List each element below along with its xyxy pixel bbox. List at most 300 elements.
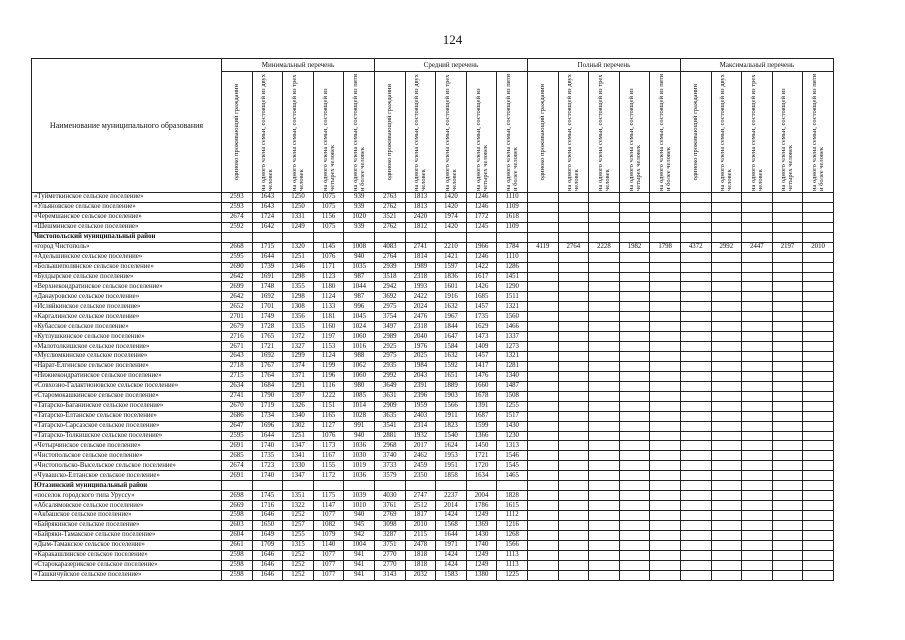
value-cell	[527, 411, 558, 421]
value-cell	[742, 431, 773, 441]
value-cell: 1426	[466, 282, 497, 292]
value-cell: 1818	[405, 550, 436, 560]
subcolumn-header: одиноко проживающий гражданин	[527, 72, 558, 193]
value-cell: 2762	[374, 202, 405, 212]
value-cell: 1687	[466, 411, 497, 421]
value-cell: 4083	[374, 242, 405, 252]
value-cell	[803, 381, 834, 391]
value-cell	[650, 322, 681, 332]
value-cell	[619, 282, 650, 292]
settlement-name: «Совхозно-Галактионовское сельское поселение»	[32, 381, 222, 391]
value-cell: 2762	[374, 222, 405, 232]
value-cell	[803, 491, 834, 501]
value-cell: 1127	[313, 421, 344, 431]
value-cell: 1341	[283, 451, 314, 461]
value-cell	[711, 441, 742, 451]
value-cell: 1330	[283, 461, 314, 471]
value-cell	[619, 222, 650, 232]
value-cell: 1028	[344, 411, 375, 421]
table-row	[32, 401, 834, 411]
value-cell: 1181	[313, 312, 344, 322]
value-cell: 1249	[283, 222, 314, 232]
value-cell: 1016	[344, 342, 375, 352]
value-cell	[650, 232, 681, 242]
value-cell: 1601	[436, 282, 467, 292]
value-cell	[772, 441, 803, 451]
value-cell	[589, 322, 620, 332]
value-cell: 1767	[252, 361, 283, 371]
settlement-name: «Акбашское сельское поселение»	[32, 511, 222, 521]
value-cell	[650, 252, 681, 262]
table-row	[32, 491, 834, 501]
value-cell	[803, 302, 834, 312]
value-cell: 1430	[466, 530, 497, 540]
value-cell	[742, 421, 773, 431]
value-cell: 1473	[466, 332, 497, 342]
value-cell	[313, 481, 344, 491]
table-row	[32, 461, 834, 471]
value-cell	[527, 520, 558, 530]
value-cell: 3143	[374, 570, 405, 580]
value-cell: 1836	[436, 272, 467, 282]
value-cell: 1764	[252, 371, 283, 381]
value-cell: 1060	[344, 332, 375, 342]
value-cell: 1008	[344, 242, 375, 252]
value-cell: 1322	[283, 501, 314, 511]
value-cell	[589, 570, 620, 580]
value-cell	[650, 381, 681, 391]
value-cell	[527, 431, 558, 441]
value-cell	[742, 282, 773, 292]
value-cell	[558, 262, 589, 272]
value-cell	[803, 481, 834, 491]
value-cell	[527, 560, 558, 570]
value-cell	[742, 342, 773, 352]
settlement-name: «Каракашлинское сельское поселение»	[32, 550, 222, 560]
value-cell: 2699	[222, 282, 253, 292]
value-cell: 1366	[466, 431, 497, 441]
table-row	[32, 520, 834, 530]
value-cell	[742, 501, 773, 511]
value-cell: 1421	[436, 252, 467, 262]
group-header-max: Максимальный перечень	[680, 59, 833, 72]
value-cell: 1281	[497, 361, 528, 371]
value-cell	[436, 232, 467, 242]
value-cell: 2701	[222, 312, 253, 322]
value-cell	[680, 361, 711, 371]
value-cell	[650, 530, 681, 540]
value-cell: 1721	[466, 451, 497, 461]
value-cell	[772, 471, 803, 481]
value-cell	[619, 232, 650, 242]
value-cell	[742, 560, 773, 570]
value-cell: 1993	[405, 282, 436, 292]
value-cell: 1346	[283, 262, 314, 272]
value-cell: 1724	[252, 212, 283, 222]
value-cell	[711, 451, 742, 461]
value-cell: 2010	[803, 242, 834, 252]
table-row	[32, 242, 834, 252]
value-cell	[772, 302, 803, 312]
value-cell	[589, 530, 620, 540]
value-cell: 1140	[313, 540, 344, 550]
value-cell: 1583	[436, 570, 467, 580]
value-cell	[711, 501, 742, 511]
value-cell	[711, 202, 742, 212]
settlement-name: «Данауровское сельское поселение»	[32, 292, 222, 302]
value-cell: 1082	[313, 520, 344, 530]
value-cell: 3635	[374, 411, 405, 421]
value-cell: 1618	[497, 212, 528, 222]
value-cell: 1546	[497, 451, 528, 461]
value-cell	[742, 371, 773, 381]
value-cell	[803, 441, 834, 451]
value-cell: 2770	[374, 550, 405, 560]
value-cell: 1249	[466, 511, 497, 521]
value-cell	[711, 401, 742, 411]
value-cell	[619, 511, 650, 521]
value-cell	[742, 292, 773, 302]
value-cell	[680, 272, 711, 282]
value-cell	[803, 540, 834, 550]
value-cell	[619, 302, 650, 312]
value-cell: 991	[344, 421, 375, 431]
settlement-name: «Чистопольское сельское поселение»	[32, 451, 222, 461]
value-cell: 2024	[405, 302, 436, 312]
value-cell	[589, 352, 620, 362]
value-cell: 1171	[313, 262, 344, 272]
value-cell	[650, 501, 681, 511]
value-cell	[650, 560, 681, 570]
value-cell: 2685	[222, 451, 253, 461]
value-cell	[650, 411, 681, 421]
value-cell: 1644	[436, 530, 467, 540]
value-cell	[772, 202, 803, 212]
value-cell	[742, 352, 773, 362]
value-cell: 1858	[436, 471, 467, 481]
value-cell: 2881	[374, 431, 405, 441]
value-cell	[405, 232, 436, 242]
value-cell	[711, 272, 742, 282]
value-cell	[527, 550, 558, 560]
value-cell	[313, 232, 344, 242]
value-cell: 3521	[374, 212, 405, 222]
value-cell: 2604	[222, 530, 253, 540]
value-cell: 1735	[466, 312, 497, 322]
settlement-name: «Татарско-Сарсазское сельское поселение»	[32, 421, 222, 431]
value-cell: 1246	[466, 193, 497, 203]
settlement-name: «Чувашско-Елтанское сельское поселение»	[32, 471, 222, 481]
value-cell: 1077	[313, 550, 344, 560]
value-cell: 2318	[405, 272, 436, 282]
district-name: Ютазинский муниципальный район	[32, 481, 222, 491]
settlement-name: «Чистопольско-Высельское сельское поселение»	[32, 461, 222, 471]
value-cell	[803, 391, 834, 401]
value-cell	[803, 401, 834, 411]
value-cell: 3631	[374, 391, 405, 401]
value-cell: 2764	[374, 252, 405, 262]
value-cell: 4119	[527, 242, 558, 252]
value-cell	[619, 570, 650, 580]
value-cell	[680, 471, 711, 481]
value-cell: 2975	[374, 352, 405, 362]
value-cell: 2647	[222, 421, 253, 431]
value-cell	[589, 262, 620, 272]
value-cell: 1615	[497, 501, 528, 511]
value-cell: 1716	[252, 501, 283, 511]
value-cell: 2598	[222, 560, 253, 570]
value-cell	[742, 252, 773, 262]
value-cell	[374, 481, 405, 491]
value-cell	[558, 322, 589, 332]
value-cell	[803, 222, 834, 232]
value-cell: 1196	[313, 371, 344, 381]
value-cell: 1036	[344, 441, 375, 451]
value-cell	[650, 342, 681, 352]
value-cell: 3098	[374, 520, 405, 530]
value-cell: 2763	[374, 193, 405, 203]
value-cell	[619, 262, 650, 272]
value-cell: 1740	[252, 471, 283, 481]
value-cell: 1077	[313, 570, 344, 580]
value-cell	[803, 292, 834, 302]
subcolumn-header: одиноко проживающий гражданин	[680, 72, 711, 193]
value-cell	[619, 193, 650, 203]
value-cell	[803, 322, 834, 332]
value-cell: 1422	[466, 262, 497, 272]
value-cell: 1457	[466, 302, 497, 312]
value-cell	[803, 431, 834, 441]
settlement-name: «Туйметкинское сельское поселение»	[32, 193, 222, 203]
value-cell	[772, 272, 803, 282]
value-cell	[619, 411, 650, 421]
value-cell: 2017	[405, 441, 436, 451]
value-cell: 1014	[344, 401, 375, 411]
value-cell	[650, 421, 681, 431]
value-cell: 1250	[283, 202, 314, 212]
value-cell: 1701	[252, 302, 283, 312]
value-cell	[650, 461, 681, 471]
value-cell: 987	[344, 292, 375, 302]
value-cell	[589, 193, 620, 203]
value-cell: 940	[344, 431, 375, 441]
value-cell	[803, 520, 834, 530]
value-cell	[589, 282, 620, 292]
table-row	[32, 431, 834, 441]
value-cell	[742, 481, 773, 491]
value-cell	[527, 282, 558, 292]
value-cell: 1222	[313, 391, 344, 401]
value-cell: 4030	[374, 491, 405, 501]
value-cell	[619, 252, 650, 262]
value-cell: 1290	[497, 282, 528, 292]
value-cell	[558, 560, 589, 570]
value-cell	[558, 540, 589, 550]
value-cell: 1646	[252, 560, 283, 570]
subcolumn-header: на одного члена семьи, состоящей из пяти и более человек	[344, 72, 375, 193]
value-cell: 1372	[283, 332, 314, 342]
value-cell	[680, 222, 711, 232]
value-cell: 1327	[283, 342, 314, 352]
settlement-name: «Кутлушкинское сельское поселение»	[32, 332, 222, 342]
value-cell: 1678	[466, 391, 497, 401]
value-cell: 1347	[283, 441, 314, 451]
value-cell	[650, 302, 681, 312]
value-cell	[466, 232, 497, 242]
value-cell	[527, 222, 558, 232]
value-cell	[680, 352, 711, 362]
value-cell: 1113	[497, 550, 528, 560]
settlement-name: «Татарско-Елтанское сельское поселение»	[32, 411, 222, 421]
value-cell	[742, 520, 773, 530]
value-cell	[742, 451, 773, 461]
value-cell	[497, 481, 528, 491]
table-row	[32, 193, 834, 203]
value-cell: 2691	[222, 441, 253, 451]
value-cell	[589, 411, 620, 421]
value-cell: 1966	[466, 242, 497, 252]
value-cell	[619, 361, 650, 371]
value-cell	[742, 322, 773, 332]
value-cell	[650, 262, 681, 272]
value-cell	[252, 481, 283, 491]
value-cell	[772, 560, 803, 570]
value-cell	[558, 491, 589, 501]
value-cell: 2741	[405, 242, 436, 252]
value-cell	[558, 431, 589, 441]
value-cell	[711, 332, 742, 342]
value-cell	[283, 481, 314, 491]
settlement-name: «Ташкичуйское сельское поселение»	[32, 570, 222, 580]
value-cell: 1340	[283, 411, 314, 421]
value-cell	[711, 381, 742, 391]
value-cell: 2643	[222, 352, 253, 362]
value-cell	[772, 391, 803, 401]
value-cell: 2462	[405, 451, 436, 461]
value-cell	[650, 272, 681, 282]
value-cell	[742, 471, 773, 481]
section-row	[32, 481, 834, 491]
table-row	[32, 441, 834, 451]
value-cell	[650, 282, 681, 292]
value-cell: 1734	[252, 411, 283, 421]
settlement-name: «Шешминское сельское поселение»	[32, 222, 222, 232]
value-cell	[680, 193, 711, 203]
value-cell	[742, 361, 773, 371]
value-cell: 1685	[466, 292, 497, 302]
value-cell	[742, 391, 773, 401]
value-cell: 1172	[313, 471, 344, 481]
value-cell: 1720	[466, 461, 497, 471]
value-cell: 1932	[405, 431, 436, 441]
value-cell: 1249	[466, 550, 497, 560]
value-cell	[772, 481, 803, 491]
settlement-name: «Малотолкишское сельское поселение»	[32, 342, 222, 352]
value-cell: 2642	[222, 292, 253, 302]
value-cell	[772, 461, 803, 471]
subcolumn-header: на одного члена семьи, состоящей из двух человек	[405, 72, 436, 193]
value-cell	[527, 441, 558, 451]
value-cell: 1347	[283, 471, 314, 481]
value-cell	[742, 550, 773, 560]
value-cell: 1739	[252, 262, 283, 272]
value-cell: 1790	[252, 391, 283, 401]
value-cell: 2668	[222, 242, 253, 252]
value-cell: 1124	[313, 292, 344, 302]
district-name: Чистопольский муниципальный район	[32, 232, 222, 242]
value-cell: 1817	[405, 511, 436, 521]
value-cell	[772, 530, 803, 540]
value-cell	[711, 520, 742, 530]
value-cell: 1391	[466, 401, 497, 411]
value-cell: 2674	[222, 212, 253, 222]
value-cell: 1450	[466, 441, 497, 451]
value-cell: 2422	[405, 292, 436, 302]
value-cell	[527, 292, 558, 302]
value-cell	[772, 262, 803, 272]
value-cell	[558, 570, 589, 580]
value-cell: 2925	[374, 342, 405, 352]
value-cell: 1424	[436, 560, 467, 570]
value-cell	[711, 481, 742, 491]
value-cell: 3754	[374, 312, 405, 322]
value-cell	[589, 451, 620, 461]
value-cell: 1649	[252, 530, 283, 540]
subcolumn-header: на одного члена семьи, состоящей из пяти и более человек	[497, 72, 528, 193]
value-cell: 1331	[283, 212, 314, 222]
value-cell: 1911	[436, 411, 467, 421]
value-cell	[803, 212, 834, 222]
value-cell	[772, 401, 803, 411]
value-cell: 1889	[436, 381, 467, 391]
value-cell: 2764	[558, 242, 589, 252]
value-cell	[803, 193, 834, 203]
value-cell: 1643	[252, 202, 283, 212]
value-cell	[680, 262, 711, 272]
value-cell: 1156	[313, 212, 344, 222]
value-cell: 996	[344, 302, 375, 312]
settlement-name: «Нарат-Елгинское сельское поселение»	[32, 361, 222, 371]
value-cell	[589, 461, 620, 471]
value-cell: 1113	[497, 560, 528, 570]
value-cell: 2314	[405, 421, 436, 431]
value-cell: 1020	[344, 212, 375, 222]
value-cell	[589, 302, 620, 312]
value-cell: 1784	[497, 242, 528, 252]
value-cell	[742, 312, 773, 322]
value-cell: 1321	[497, 302, 528, 312]
value-cell	[772, 371, 803, 381]
value-cell: 2593	[222, 202, 253, 212]
value-cell	[650, 550, 681, 560]
value-cell	[772, 212, 803, 222]
value-cell	[711, 302, 742, 312]
value-cell: 1765	[252, 332, 283, 342]
value-cell: 1155	[313, 461, 344, 471]
value-cell: 1951	[436, 461, 467, 471]
value-cell	[680, 312, 711, 322]
value-cell: 1643	[252, 193, 283, 203]
value-cell	[527, 491, 558, 501]
value-cell	[405, 481, 436, 491]
value-cell	[803, 232, 834, 242]
value-cell	[680, 540, 711, 550]
value-cell	[558, 371, 589, 381]
value-cell	[558, 272, 589, 282]
value-cell: 2476	[405, 312, 436, 322]
value-cell: 1632	[436, 302, 467, 312]
value-cell: 1153	[313, 342, 344, 352]
